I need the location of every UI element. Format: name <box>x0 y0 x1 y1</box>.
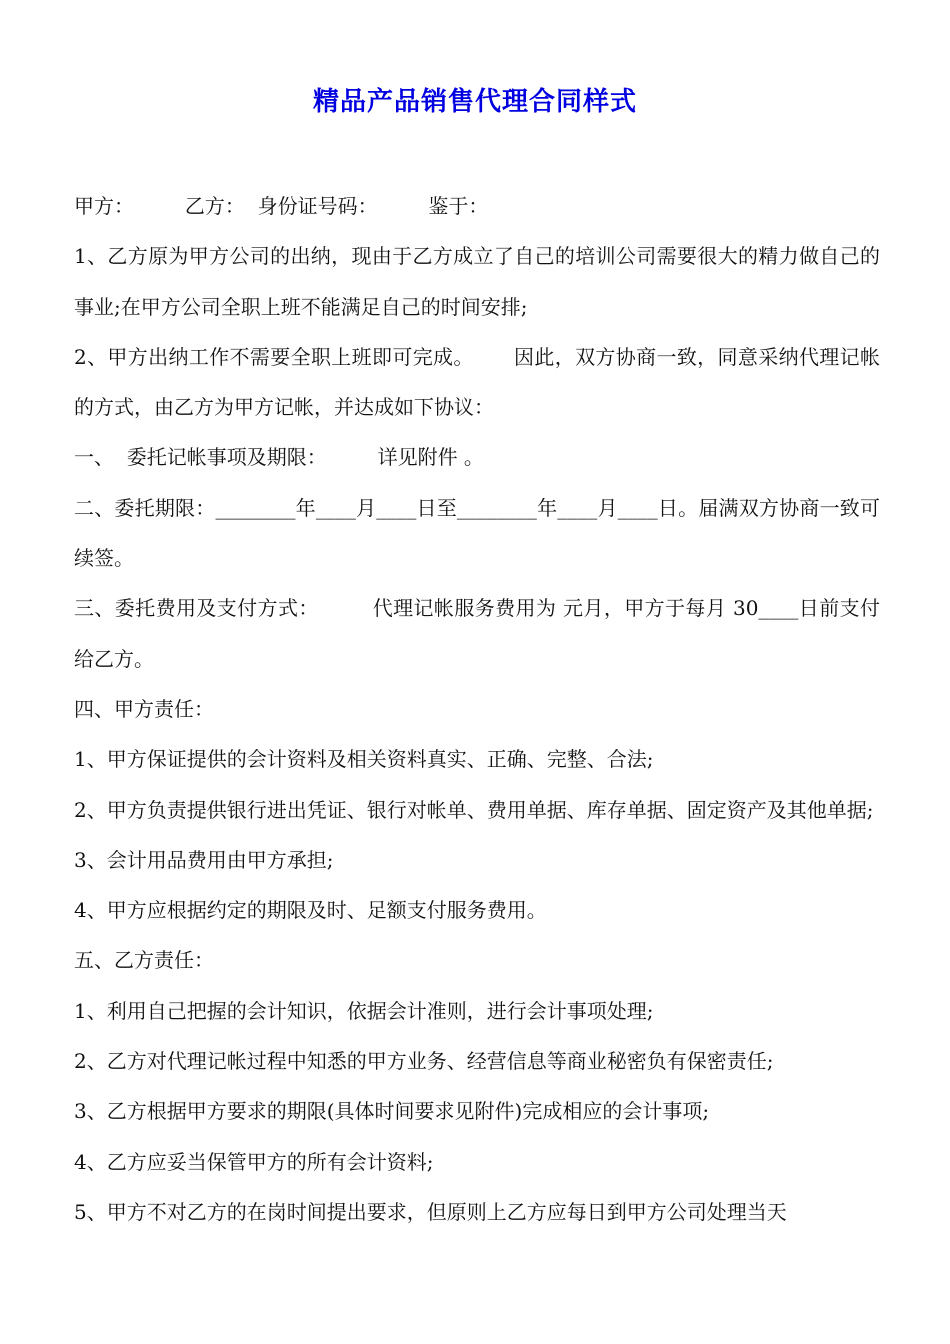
paragraph-section-1: 一、 委托记帐事项及期限： 详见附件 。 <box>74 445 484 470</box>
document-body <box>74 181 880 1237</box>
paragraph-party-a-duty-1: 1、甲方保证提供的会计资料及相关资料真实、正确、完整、合法; <box>74 747 654 772</box>
paragraph-section-4-heading: 四、甲方责任： <box>74 696 214 721</box>
paragraph-parties: 甲方： 乙方： 身份证号码： 鉴于： <box>74 194 489 218</box>
paragraph-section-5-heading: 五、乙方责任： <box>74 948 214 973</box>
paragraph-party-b-duty-5: 5、甲方不对乙方的在岗时间提出要求，但原则上乙方应每日到甲方公司处理当天 <box>74 1199 787 1224</box>
paragraph-party-a-duty-4: 4、甲方应根据约定的期限及时、足额支付服务费用。 <box>74 898 547 923</box>
paragraph-section-2: 二、委托期限：________年____月____日至________年____月____日。届满双方协商一致可续签。 <box>74 495 880 571</box>
paragraph-recital-2: 2、甲方出纳工作不需要全职上班即可完成。 因此，双方协商一致，同意采纳代理记帐的方式，由乙方为甲方记帐，并达成如下协议： <box>74 344 880 420</box>
paragraph-party-b-duty-2: 2、乙方对代理记帐过程中知悉的甲方业务、经营信息等商业秘密负有保密责任; <box>74 1049 774 1074</box>
paragraph-party-b-duty-4: 4、乙方应妥当保管甲方的所有会计资料; <box>74 1149 434 1174</box>
paragraph-party-b-duty-1: 1、利用自己把握的会计知识，依据会计准则，进行会计事项处理; <box>74 998 654 1023</box>
paragraph-recital-1: 1、乙方原为甲方公司的出纳，现由于乙方成立了自己的培训公司需要很大的精力做自己的事业;在甲方公司全职上班不能满足自己的时间安排; <box>74 244 880 319</box>
paragraph-party-b-duty-3: 3、乙方根据甲方要求的期限(具体时间要求见附件)完成相应的会计事项; <box>74 1099 710 1124</box>
paragraph-party-a-duty-3: 3、会计用品费用由甲方承担; <box>74 847 334 872</box>
document-title: 精品产品销售代理合同样式 <box>312 87 637 117</box>
paragraph-section-3: 三、委托费用及支付方式： 代理记帐服务费用为 元月，甲方于每月 30____日前支付给乙方。 <box>74 596 880 671</box>
paragraph-party-a-duty-2: 2、甲方负责提供银行进出凭证、银行对帐单、费用单据、库存单据、固定资产及其他单据; <box>74 797 874 822</box>
